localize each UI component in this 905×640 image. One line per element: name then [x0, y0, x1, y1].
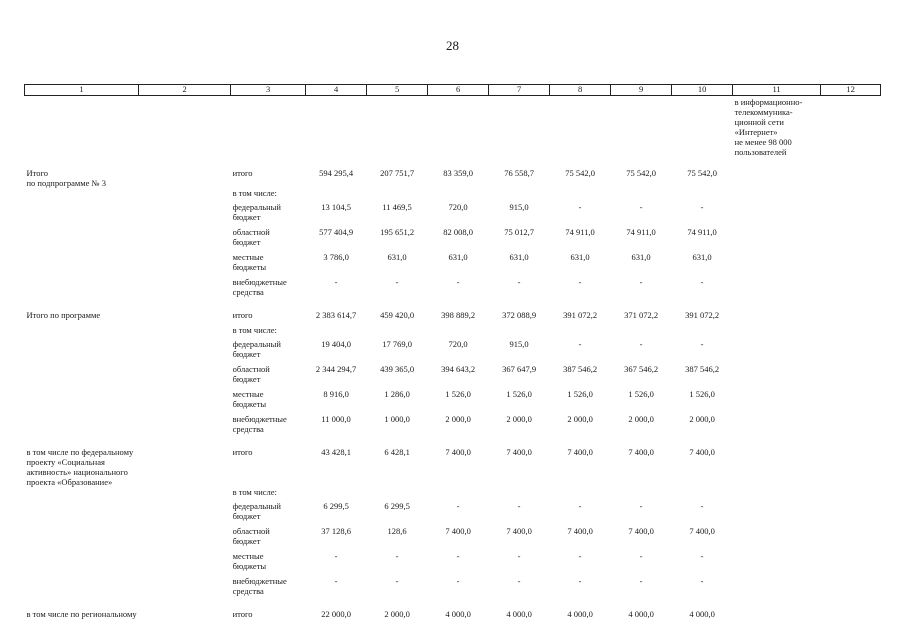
empty-cell	[139, 310, 231, 325]
empty-cell	[25, 364, 139, 389]
value-cell: 577 404,9	[319, 226, 354, 237]
empty-cell	[821, 389, 881, 414]
value-cell: -	[639, 550, 643, 561]
empty-cell	[733, 364, 821, 389]
empty-cell	[611, 96, 672, 168]
empty-cell	[733, 501, 821, 526]
empty-cell	[25, 601, 139, 609]
table-row	[25, 414, 881, 439]
value-cell: 4 000,0	[506, 608, 532, 619]
empty-cell	[25, 188, 139, 202]
empty-cell	[139, 277, 231, 302]
value-cell: 4 000,0	[628, 608, 654, 619]
value-cell: 387 546,2	[563, 363, 598, 374]
table-row	[25, 364, 881, 389]
value-cell: 128,6	[387, 525, 407, 536]
table-row	[25, 277, 881, 302]
funding-source-label: итого	[232, 309, 253, 320]
value-cell: 631,0	[448, 251, 468, 262]
value-cell: -	[639, 276, 643, 287]
value-cell: 631,0	[692, 251, 712, 262]
funding-source-label: итого	[232, 167, 253, 178]
value-cell: 13 104,5	[321, 201, 351, 212]
table-row	[25, 325, 881, 339]
value-cell: 75 542,0	[626, 167, 656, 178]
value-cell: 2 000,0	[445, 413, 471, 424]
empty-cell	[139, 414, 231, 439]
empty-cell	[821, 414, 881, 439]
empty-cell	[139, 325, 231, 339]
value-cell: -	[700, 201, 704, 212]
column-number-cell: 5	[367, 85, 428, 96]
funding-source-label: федеральный бюджет	[232, 500, 281, 521]
table-row	[25, 487, 881, 501]
funding-source-label: местные бюджеты	[232, 251, 267, 272]
empty-cell	[733, 202, 821, 227]
value-cell: 1 526,0	[445, 388, 471, 399]
empty-cell	[25, 227, 139, 252]
table-row	[25, 202, 881, 227]
table-row	[25, 168, 881, 188]
value-cell: -	[517, 550, 521, 561]
value-cell: 74 911,0	[626, 226, 656, 237]
value-cell: 391 072,2	[685, 309, 720, 320]
value-cell: 594 295,4	[319, 167, 354, 178]
value-cell: 1 526,0	[506, 388, 532, 399]
value-cell: 631,0	[509, 251, 529, 262]
funding-source-label: в том числе:	[232, 324, 277, 335]
value-cell	[611, 325, 672, 339]
value-cell: 74 911,0	[565, 226, 595, 237]
table-row	[25, 339, 881, 364]
empty-cell	[139, 202, 231, 227]
column-number-row	[25, 85, 881, 96]
table-row	[25, 188, 881, 202]
value-cell: -	[700, 276, 704, 287]
value-cell: 76 558,7	[504, 167, 534, 178]
value-cell: 7 400,0	[567, 446, 593, 457]
value-cell: 7 400,0	[628, 446, 654, 457]
value-cell: 43 428,1	[321, 446, 351, 457]
empty-cell	[306, 96, 367, 168]
value-cell: 37 128,6	[321, 525, 351, 536]
funding-source-label: в том числе:	[232, 187, 277, 198]
empty-cell	[139, 339, 231, 364]
table-row	[25, 389, 881, 414]
value-cell: -	[517, 500, 521, 511]
value-cell: -	[578, 500, 582, 511]
value-cell: -	[639, 201, 643, 212]
funding-source-label: итого	[232, 608, 253, 619]
column-number-cell: 10	[672, 85, 733, 96]
value-cell: 2 383 614,7	[315, 309, 357, 320]
value-cell	[306, 325, 367, 339]
empty-cell	[733, 339, 821, 364]
value-cell	[489, 325, 550, 339]
empty-cell	[25, 252, 139, 277]
value-cell: -	[517, 575, 521, 586]
column-number-cell: 6	[428, 85, 489, 96]
funding-source-label: местные бюджеты	[232, 550, 267, 571]
column-number-cell: 9	[611, 85, 672, 96]
value-cell: 7 400,0	[689, 446, 715, 457]
value-cell	[611, 188, 672, 202]
value-cell: 1 000,0	[384, 413, 410, 424]
empty-cell	[821, 339, 881, 364]
value-cell: 11 469,5	[382, 201, 412, 212]
value-cell: 631,0	[570, 251, 590, 262]
empty-cell	[25, 339, 139, 364]
empty-cell	[25, 576, 139, 601]
empty-cell	[821, 551, 881, 576]
empty-cell	[733, 227, 821, 252]
empty-cell	[139, 526, 231, 551]
empty-cell	[733, 487, 821, 501]
value-cell: 8 916,0	[323, 388, 349, 399]
funding-source-label: внебюджетные средства	[232, 276, 287, 297]
empty-cell	[25, 551, 139, 576]
value-cell: 3 786,0	[323, 251, 349, 262]
value-cell: 915,0	[509, 338, 529, 349]
value-cell: -	[700, 550, 704, 561]
value-cell	[428, 188, 489, 202]
value-cell: 2 000,0	[628, 413, 654, 424]
funding-source-label: внебюджетные средства	[232, 413, 287, 434]
value-cell: 631,0	[631, 251, 651, 262]
table-row	[25, 447, 881, 487]
value-cell: 2 000,0	[384, 608, 410, 619]
empty-cell	[139, 551, 231, 576]
value-cell: 7 400,0	[445, 446, 471, 457]
value-cell: -	[456, 276, 460, 287]
value-cell	[550, 188, 611, 202]
section-title: в том числе по региональному	[26, 608, 137, 619]
value-cell: 195 651,2	[380, 226, 415, 237]
empty-cell	[25, 501, 139, 526]
value-cell: 19 404,0	[321, 338, 351, 349]
value-cell: 2 000,0	[567, 413, 593, 424]
value-cell: 720,0	[448, 201, 468, 212]
section-title: Итого по подпрограмме № 3	[26, 167, 107, 188]
value-cell: 11 000,0	[321, 413, 351, 424]
value-cell: -	[700, 500, 704, 511]
funding-source-label: областной бюджет	[232, 226, 270, 247]
value-cell: -	[578, 338, 582, 349]
empty-cell	[139, 389, 231, 414]
value-cell: 7 400,0	[506, 446, 532, 457]
empty-cell	[733, 277, 821, 302]
table-row	[25, 252, 881, 277]
value-cell: 371 072,2	[624, 309, 659, 320]
value-cell: 207 751,7	[380, 167, 415, 178]
column-number-cell: 4	[306, 85, 367, 96]
empty-cell	[25, 487, 139, 501]
value-cell: 4 000,0	[445, 608, 471, 619]
empty-cell	[733, 168, 821, 188]
value-cell	[306, 188, 367, 202]
empty-cell	[139, 252, 231, 277]
empty-cell	[821, 501, 881, 526]
value-cell: -	[517, 276, 521, 287]
page-number: 28	[446, 38, 459, 53]
value-cell: 75 542,0	[565, 167, 595, 178]
empty-cell	[139, 96, 231, 168]
empty-cell	[139, 364, 231, 389]
empty-cell	[25, 414, 139, 439]
value-cell	[489, 188, 550, 202]
empty-cell	[733, 447, 821, 487]
empty-cell	[733, 526, 821, 551]
empty-cell	[550, 96, 611, 168]
value-cell: 6 428,1	[384, 446, 410, 457]
funding-source-label: внебюджетные средства	[232, 575, 287, 596]
section-gap-row	[25, 439, 881, 447]
value-cell: -	[334, 550, 338, 561]
empty-cell	[139, 609, 231, 624]
value-cell	[367, 188, 428, 202]
empty-cell	[733, 576, 821, 601]
value-cell: 6 299,5	[384, 500, 410, 511]
value-cell: -	[578, 201, 582, 212]
value-cell: -	[334, 575, 338, 586]
value-cell: 387 546,2	[685, 363, 720, 374]
value-cell: -	[578, 276, 582, 287]
empty-cell	[367, 96, 428, 168]
empty-cell	[733, 389, 821, 414]
empty-cell	[821, 576, 881, 601]
empty-cell	[428, 96, 489, 168]
empty-cell	[139, 188, 231, 202]
value-cell: -	[395, 276, 399, 287]
empty-cell	[821, 188, 881, 202]
empty-cell	[25, 389, 139, 414]
empty-cell	[139, 168, 231, 188]
value-cell: 372 088,9	[502, 309, 537, 320]
funding-source-label: местные бюджеты	[232, 388, 267, 409]
value-cell	[428, 487, 489, 501]
value-cell: -	[395, 550, 399, 561]
value-cell	[611, 487, 672, 501]
empty-cell	[733, 551, 821, 576]
table-row	[25, 501, 881, 526]
empty-cell	[733, 414, 821, 439]
value-cell: 2 344 294,7	[315, 363, 357, 374]
value-cell: 7 400,0	[445, 525, 471, 536]
value-cell: 2 000,0	[506, 413, 532, 424]
empty-cell	[25, 325, 139, 339]
table-row	[25, 310, 881, 325]
funding-source-label: федеральный бюджет	[232, 201, 281, 222]
value-cell: -	[456, 500, 460, 511]
value-cell: 75 542,0	[687, 167, 717, 178]
value-cell: 7 400,0	[628, 525, 654, 536]
empty-cell	[821, 364, 881, 389]
value-cell: 6 299,5	[323, 500, 349, 511]
table-row	[25, 526, 881, 551]
value-cell	[306, 487, 367, 501]
value-cell: -	[639, 500, 643, 511]
value-cell: 4 000,0	[689, 608, 715, 619]
empty-cell	[733, 310, 821, 325]
value-cell: 367 647,9	[502, 363, 537, 374]
budget-table	[24, 84, 881, 624]
value-cell	[367, 325, 428, 339]
empty-cell	[25, 277, 139, 302]
section-gap-row	[25, 302, 881, 310]
empty-cell	[821, 325, 881, 339]
empty-cell	[821, 277, 881, 302]
value-cell	[428, 325, 489, 339]
empty-cell	[821, 526, 881, 551]
value-cell: -	[456, 550, 460, 561]
value-cell: 459 420,0	[380, 309, 415, 320]
value-cell: -	[639, 338, 643, 349]
funding-source-label: в том числе:	[232, 486, 277, 497]
value-cell: 367 546,2	[624, 363, 659, 374]
value-cell: -	[456, 575, 460, 586]
table-row	[25, 551, 881, 576]
empty-cell	[139, 487, 231, 501]
empty-cell	[25, 202, 139, 227]
value-cell: -	[700, 575, 704, 586]
value-cell: 631,0	[387, 251, 407, 262]
value-cell: 74 911,0	[687, 226, 717, 237]
funding-source-label: областной бюджет	[232, 525, 270, 546]
value-cell: 439 365,0	[380, 363, 415, 374]
value-cell: 22 000,0	[321, 608, 351, 619]
empty-cell	[25, 526, 139, 551]
column-number-cell: 8	[550, 85, 611, 96]
empty-cell	[821, 227, 881, 252]
empty-cell	[821, 310, 881, 325]
empty-cell	[821, 202, 881, 227]
value-cell: 4 000,0	[567, 608, 593, 619]
section-title: Итого по программе	[26, 309, 101, 320]
value-cell: -	[700, 338, 704, 349]
value-cell: 1 526,0	[628, 388, 654, 399]
column-number-cell: 7	[489, 85, 550, 96]
empty-cell	[25, 96, 139, 168]
value-cell: -	[639, 575, 643, 586]
value-cell: -	[395, 575, 399, 586]
value-cell: 915,0	[509, 201, 529, 212]
empty-cell	[139, 501, 231, 526]
value-cell	[672, 487, 733, 501]
empty-cell	[139, 227, 231, 252]
table-row	[25, 609, 881, 624]
empty-cell	[733, 188, 821, 202]
value-cell: 17 769,0	[382, 338, 412, 349]
column-number-cell: 3	[231, 85, 306, 96]
value-cell	[367, 487, 428, 501]
empty-cell	[139, 576, 231, 601]
value-cell: 82 008,0	[443, 226, 473, 237]
column-number-cell: 12	[821, 85, 881, 96]
funding-source-label: итого	[232, 446, 253, 457]
value-cell: 7 400,0	[689, 525, 715, 536]
value-cell: 83 359,0	[443, 167, 473, 178]
value-cell: 394 643,2	[441, 363, 476, 374]
value-cell	[672, 325, 733, 339]
empty-cell	[733, 252, 821, 277]
value-cell: 391 072,2	[563, 309, 598, 320]
empty-cell	[231, 96, 306, 168]
value-cell	[489, 487, 550, 501]
funding-source-label: федеральный бюджет	[232, 338, 281, 359]
value-cell	[550, 487, 611, 501]
empty-cell	[821, 168, 881, 188]
empty-cell	[733, 609, 821, 624]
value-cell: 1 286,0	[384, 388, 410, 399]
value-cell	[550, 325, 611, 339]
value-cell: 1 526,0	[689, 388, 715, 399]
table-body	[25, 85, 881, 624]
table-row	[25, 576, 881, 601]
value-cell: -	[578, 550, 582, 561]
empty-cell	[821, 252, 881, 277]
table-row	[25, 227, 881, 252]
empty-cell	[821, 447, 881, 487]
value-cell: 720,0	[448, 338, 468, 349]
value-cell: 2 000,0	[689, 413, 715, 424]
value-cell: 398 889,2	[441, 309, 476, 320]
section-title: в том числе по федеральному проекту «Социальная активность» национального проекта «Образование»	[26, 446, 134, 487]
note-row	[25, 96, 881, 168]
value-cell	[672, 188, 733, 202]
value-cell: 7 400,0	[506, 525, 532, 536]
column-number-cell: 2	[139, 85, 231, 96]
result-note-cell: в информационно- телекоммуника- ционной сети «Интернет» не менее 98 000 пользователей	[734, 97, 803, 157]
empty-cell	[25, 302, 139, 310]
empty-cell	[139, 447, 231, 487]
empty-cell	[821, 609, 881, 624]
value-cell: -	[578, 575, 582, 586]
empty-cell	[25, 439, 139, 447]
value-cell: 1 526,0	[567, 388, 593, 399]
empty-cell	[672, 96, 733, 168]
empty-cell	[821, 96, 881, 168]
value-cell: -	[334, 276, 338, 287]
funding-source-label: областной бюджет	[232, 363, 270, 384]
empty-cell	[733, 325, 821, 339]
column-number-cell: 1	[25, 85, 139, 96]
value-cell: 7 400,0	[567, 525, 593, 536]
empty-cell	[489, 96, 550, 168]
column-number-cell: 11	[733, 85, 821, 96]
empty-cell	[821, 487, 881, 501]
value-cell: 75 012,7	[504, 226, 534, 237]
section-gap-row	[25, 601, 881, 609]
